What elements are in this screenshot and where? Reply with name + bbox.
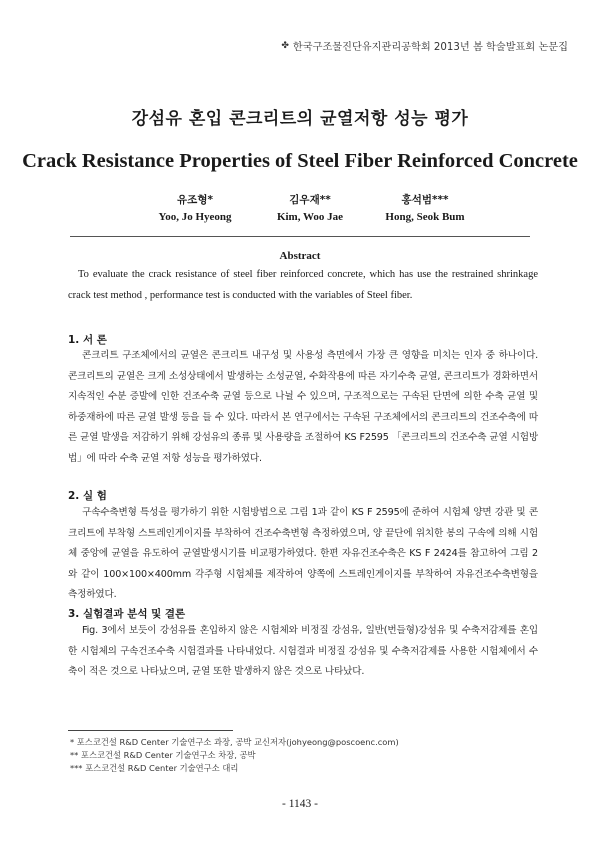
bullet-icon: ✤ bbox=[281, 40, 289, 51]
author-name-english: Kim, Woo Jae bbox=[276, 211, 344, 223]
title-korean: 강섬유 혼입 콘크리트의 균열저항 성능 평가 bbox=[131, 109, 469, 129]
header-text: 한국구조물진단유지관리공학회 2013년 봄 학술발표회 논문집 bbox=[292, 42, 568, 53]
author-2 bbox=[255, 192, 365, 223]
section-heading-experiment: 2. 실 험 bbox=[68, 490, 107, 502]
footnote-2: ** 포스코건설 R&D Center 기술연구소 차장, 공박 bbox=[70, 750, 256, 760]
section-text-introduction: 콘크리트 구조체에서의 균열은 콘크리트 내구성 및 사용성 측면에서 가장 큰 영향을 미치는 인자 중 하나이다. 콘크리트의 균열은 크게 소성상태에서 발생하는 소성균열, 수화작용에 따른 자기수축 균열, 콘크리트가 경화하면서 지속적인 수분 증발에 인한 건조수축 균열 등으로 나뉠 수 있으며, 구조적으로는 구속된 단면에 의한 수축 균열 및 하중재하에 따른 균열 발생 등을 들 수 있다. 따라서 본 연구에서는 구속된 구조체에서의 콘크리트의 건조수축에 따른 균열 발생을 저감하기 위해 강섬유의 종류 및 사용량을 조절하여 KS F2595 「콘크리트의 건조수축 균열 시험방법」에 따라 수축 균열 저항 성능을 평가하였다. bbox=[68, 350, 538, 464]
section-heading-introduction: 1. 서 론 bbox=[68, 334, 107, 346]
author-name-english: Yoo, Jo Hyeong bbox=[158, 211, 232, 223]
divider-line bbox=[70, 236, 530, 237]
abstract-text: To evaluate the crack resistance of steel fiber reinforced concrete, which has use the restrained shrinkage crack test method , performance test is conducted with the variables of Steel fiber. bbox=[68, 269, 538, 301]
proceedings-header bbox=[281, 38, 568, 53]
author-1 bbox=[140, 192, 250, 223]
section-text-experiment: 구속수축변형 특성을 평가하기 위한 시험방법으로 그림 1과 같이 KS F 2595에 준하여 시험체 양면 강관 및 콘크리트에 부착형 스트레인게이지를 부착하여 건조수축변형 측정하였으며, 양 끝단에 위치한 봉의 구속에 의해 시험체 중앙에 균열을 유도하여 균열발생시기를 비교평가하였다. 한편 자유건조수축은 KS F 2424를 참고하여 그림 2와 같이 100×100×400mm 각주형 시험체를 제작하여 양쪽에 스트레인게이지를 부착하여 자유건조수축변형을 측정하였다. bbox=[68, 507, 538, 601]
author-name-korean: 유조형* bbox=[177, 194, 213, 206]
author-name-korean: 홍석범*** bbox=[401, 194, 449, 206]
section-heading-results: 3. 실험결과 분석 및 결론 bbox=[68, 608, 186, 620]
footnote-1: * 포스코건설 R&D Center 기술연구소 과장, 공박 교신저자(johyeong@poscoenc.com) bbox=[70, 737, 399, 747]
footnote-divider bbox=[68, 730, 233, 731]
footnotes bbox=[70, 736, 399, 775]
author-name-english: Hong, Seok Bum bbox=[385, 211, 465, 223]
page-number: - 1143 - bbox=[282, 798, 318, 810]
author-3 bbox=[370, 192, 480, 223]
abstract-heading: Abstract bbox=[279, 250, 321, 262]
author-list bbox=[140, 192, 480, 223]
author-name-korean: 김우재** bbox=[289, 194, 331, 206]
section-text-results: Fig. 3에서 보듯이 강섬유를 혼입하지 않은 시험체와 비정질 강섬유, 일반(번들형)강섬유 및 수축저감제를 혼입한 시험체의 구속건조수축 시험결과를 나타내었다. 시험결과 비정질 강섬유 및 수축저감제를 사용한 시험체에서 수축이 적은 것으로 나타났으며, 균열 또한 발생하지 않은 것으로 나타났다. bbox=[68, 625, 538, 678]
footnote-3: *** 포스코건설 R&D Center 기술연구소 대리 bbox=[70, 763, 239, 773]
title-english: Crack Resistance Properties of Steel Fiber Reinforced Concrete bbox=[22, 150, 578, 172]
